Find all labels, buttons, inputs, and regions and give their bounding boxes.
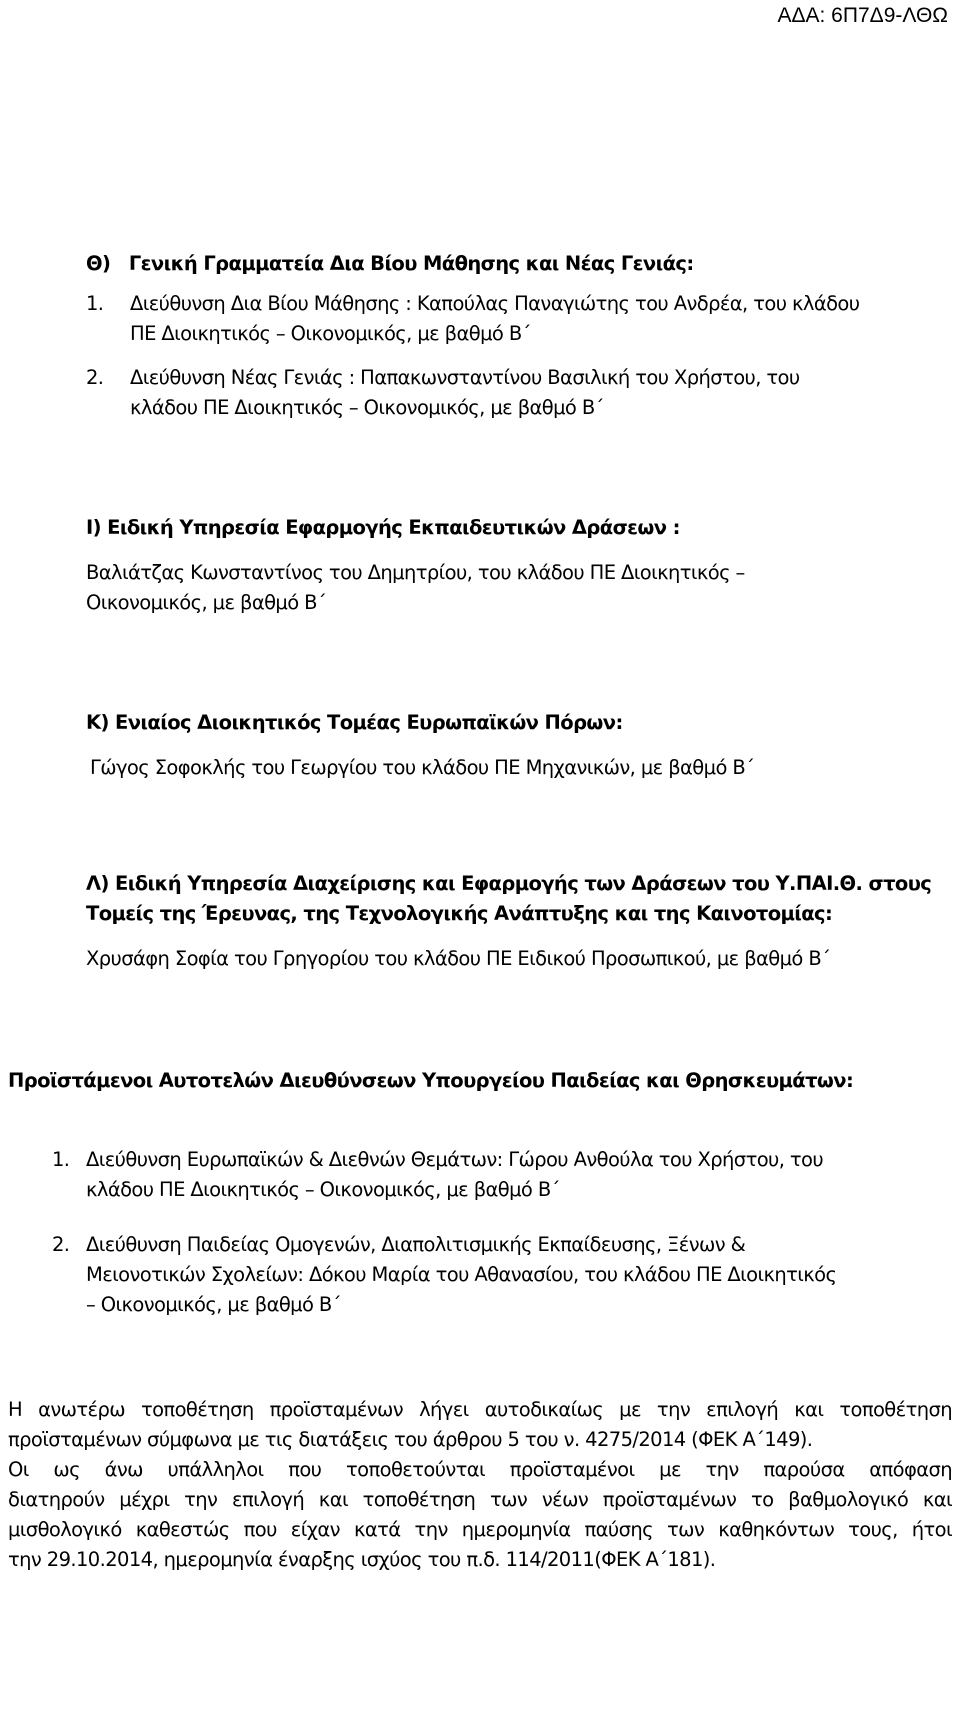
list-item-number: 2.: [52, 1233, 70, 1256]
section-lambda-heading: Λ) Ειδική Υπηρεσία Διαχείρισης και Εφαρμογής των Δράσεων του Υ.ΠΑΙ.Θ. στους: [86, 872, 932, 895]
list-item-line: κλάδου ΠΕ Διοικητικός – Οικονομικός, με βαθμό Β΄: [86, 1178, 560, 1201]
closing-line: Η ανωτέρω τοποθέτηση προϊσταμένων λήγει αυτοδικαίως με την επιλογή και τοποθέτηση: [8, 1398, 952, 1421]
ada-code: ΑΔΑ: 6Π7Δ9-ΛΘΩ: [777, 4, 948, 27]
closing-line: την 29.10.2014, ημερομηνία έναρξης ισχύος του π.δ. 114/2011(ΦΕΚ Α΄181).: [8, 1548, 716, 1571]
list-item-line: Διεύθυνση Ευρωπαϊκών & Διεθνών Θεμάτων: Γώρου Ανθούλα του Χρήστου, του: [86, 1148, 824, 1171]
list-item-line: – Οικονομικός, με βαθμό Β΄: [86, 1293, 341, 1316]
section-heads-heading: Προϊστάμενοι Αυτοτελών Διευθύνσεων Υπουργείου Παιδείας και Θρησκευμάτων:: [8, 1069, 854, 1092]
list-item-number: 2.: [86, 366, 104, 389]
list-item-number: 1.: [86, 292, 104, 315]
list-item-number: 1.: [52, 1148, 70, 1171]
paragraph-line: Γώγος Σοφοκλής του Γεωργίου του κλάδου ΠΕ Μηχανικών, με βαθμό Β΄: [90, 756, 755, 779]
section-kappa-heading: Κ) Ενιαίος Διοικητικός Τομέας Ευρωπαϊκών Πόρων:: [86, 711, 623, 734]
list-item-line: κλάδου ΠΕ Διοικητικός – Οικονομικός, με βαθμό Β΄: [130, 396, 604, 419]
closing-line: Οι ως άνω υπάλληλοι που τοποθετούνται προϊσταμένοι με την παρούσα απόφαση: [8, 1458, 952, 1481]
list-item-line: ΠΕ Διοικητικός – Οικονομικός, με βαθμό Β΄: [130, 322, 531, 345]
list-item-line: Μειονοτικών Σχολείων: Δόκου Μαρία του Αθανασίου, του κλάδου ΠΕ Διοικητικός: [86, 1263, 837, 1286]
paragraph-line: Χρυσάφη Σοφία του Γρηγορίου του κλάδου ΠΕ Ειδικού Προσωπικού, με βαθμό Β΄: [86, 947, 831, 970]
section-theta-heading: Θ) Γενική Γραμματεία Δια Βίου Μάθησης και Νέας Γενιάς:: [86, 252, 694, 275]
section-iota-heading: Ι) Ειδική Υπηρεσία Εφαρμογής Εκπαιδευτικών Δράσεων :: [86, 516, 680, 539]
paragraph-line: Οικονομικός, με βαθμό Β΄: [86, 591, 327, 614]
section-lambda-heading: Τομείς της Έρευνας, της Τεχνολογικής Ανάπτυξης και της Καινοτομίας:: [86, 902, 833, 925]
list-item-line: Διεύθυνση Νέας Γενιάς : Παπακωνσταντίνου Βασιλική του Χρήστου, του: [130, 366, 800, 389]
closing-line: προϊσταμένων σύμφωνα με τις διατάξεις του άρθρου 5 του ν. 4275/2014 (ΦΕΚ Α΄149).: [8, 1428, 813, 1451]
list-item-line: Διεύθυνση Παιδείας Ομογενών, Διαπολιτισμικής Εκπαίδευσης, Ξένων &: [86, 1233, 746, 1256]
closing-line: διατηρούν μέχρι την επιλογή και τοποθέτηση των νέων προϊσταμένων το βαθμολογικό και: [8, 1488, 952, 1511]
paragraph-line: Βαλιάτζας Κωνσταντίνος του Δημητρίου, του κλάδου ΠΕ Διοικητικός –: [86, 561, 745, 584]
closing-line: μισθολογικό καθεστώς που είχαν κατά την ημερομηνία παύσης των καθηκόντων τους, ήτοι: [8, 1518, 952, 1541]
list-item-line: Διεύθυνση Δια Βίου Μάθησης : Καπούλας Παναγιώτης του Ανδρέα, του κλάδου: [130, 292, 860, 315]
